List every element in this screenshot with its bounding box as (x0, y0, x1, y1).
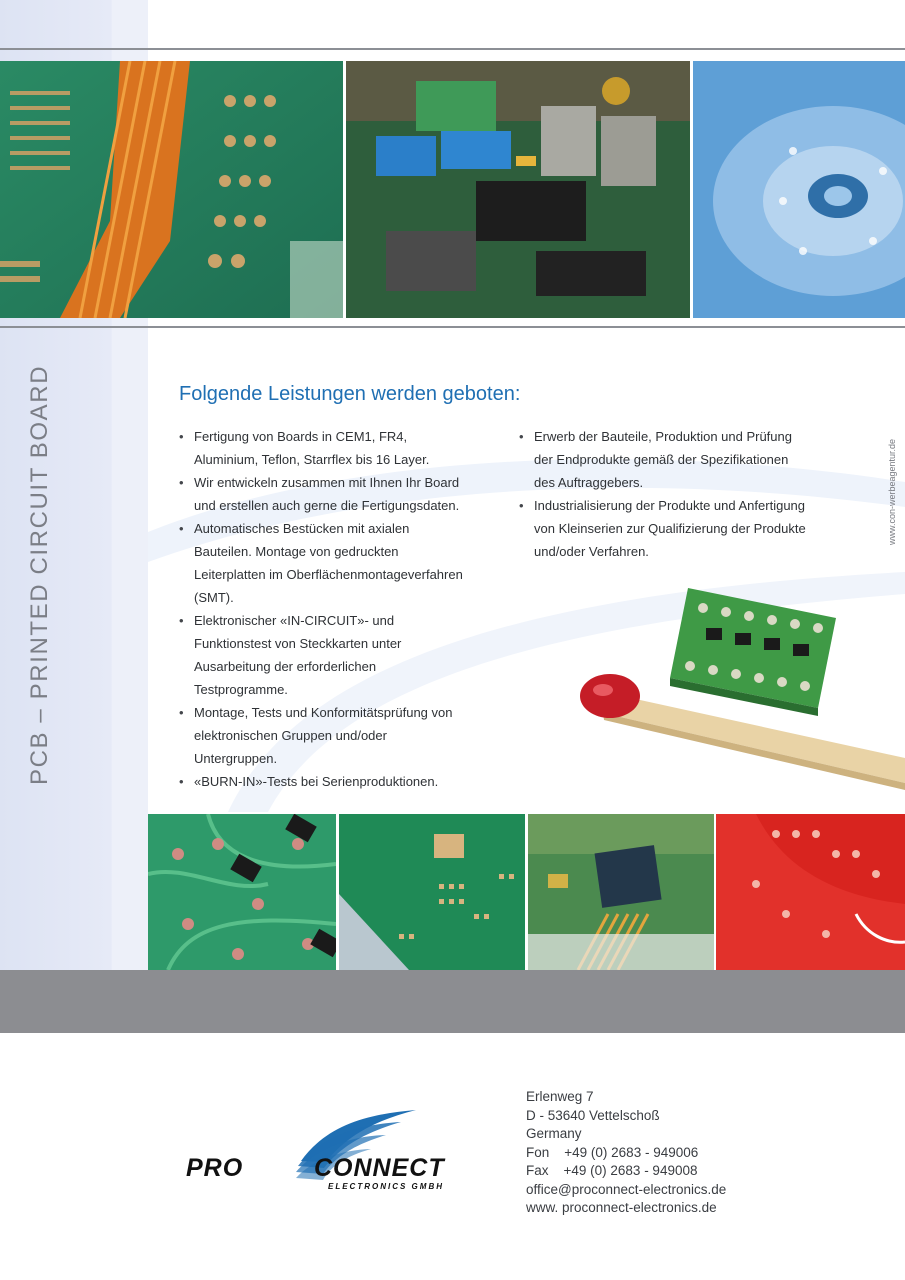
address-email[interactable]: office@proconnect-electronics.de (526, 1181, 727, 1197)
list-item: • Wir entwickeln zusammen mit Ihnen Ihr Board und erstellen auch gerne die Fertigungsdaten. (179, 471, 469, 517)
list-item: • Fertigung von Boards in CEM1, FR4, Aluminium, Teflon, Starrflex bis 16 Layer. (179, 425, 469, 471)
match-and-small-pcb-illustration (578, 578, 905, 798)
services-list-right (519, 425, 809, 563)
address-country: Germany (526, 1126, 582, 1141)
list-item: • Elektronischer «IN-CIRCUIT»- und Funktionstest von Steckkarten unter Ausarbeitung der erforderlichen Testprogramme. (179, 609, 469, 701)
photo-blue-disc-board (693, 61, 905, 318)
list-item: • Industrialisierung der Produkte und Anfertigung von Kleinserien zur Qualifizierung der Produkte und/oder Verfahren. (519, 494, 809, 563)
photo-assembled-board (346, 61, 690, 318)
proconnect-logo (186, 1106, 478, 1198)
mid-rule (0, 326, 905, 328)
address-fax: Fax +49 (0) 2683 - 949008 (526, 1163, 698, 1178)
address-street: Erlenweg 7 (526, 1089, 594, 1104)
photo-green-pads-board (339, 814, 525, 970)
logo-word-left: PRO (186, 1154, 244, 1182)
photo-red-board (716, 814, 905, 970)
list-item: • «BURN-IN»-Tests bei Serienproduktionen. (179, 770, 469, 793)
list-item: • Erwerb der Bauteile, Produktion und Prüfung der Endprodukte gemäß der Spezifikationen des Auftraggebers. (519, 425, 809, 494)
address-block (526, 1088, 726, 1218)
services-list-left (179, 425, 469, 793)
logo-word-right: CONNECT (314, 1154, 445, 1182)
agency-credit: www.con-werbeagentur.de (887, 438, 897, 545)
list-item: • Montage, Tests und Konformitätsprüfung von elektronischen Gruppen und/oder Untergruppen. (179, 701, 469, 770)
top-rule (0, 48, 905, 50)
photo-chip-flex-board (528, 814, 714, 970)
side-title: PCB – PRINTED CIRCUIT BOARD (26, 364, 53, 785)
logo-subline: ELECTRONICS GMBH (328, 1182, 444, 1191)
services-heading: Folgende Leistungen werden geboten: (179, 383, 521, 405)
address-city: D - 53640 Vettelschoß (526, 1107, 660, 1123)
footer-gray-band (0, 970, 905, 1033)
list-item: • Automatisches Bestücken mit axialen Bauteilen. Montage von gedruckten Leiterplatten im Oberflächenmontageverfahren (SMT). (179, 517, 469, 609)
address-web[interactable]: www. proconnect-electronics.de (526, 1200, 717, 1215)
address-phone: Fon +49 (0) 2683 - 949006 (526, 1144, 699, 1160)
photo-green-smd-board (148, 814, 336, 970)
photo-green-flex-pcb (0, 61, 343, 318)
